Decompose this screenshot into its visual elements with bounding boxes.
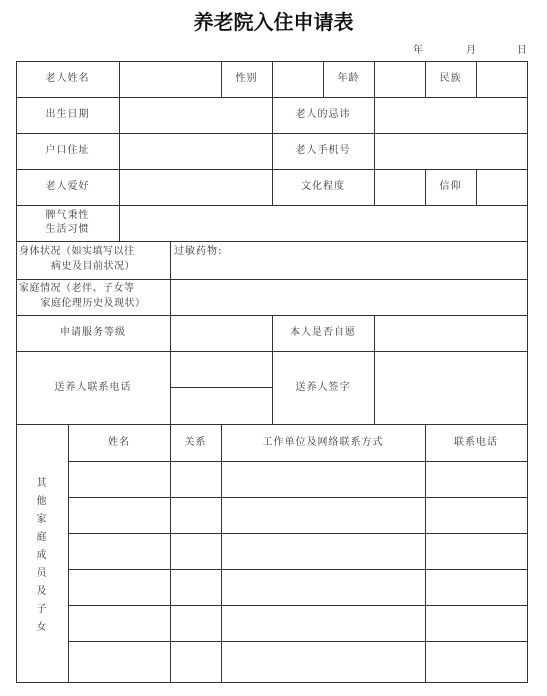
birth-date-label: 出生日期 bbox=[45, 109, 90, 120]
age-field[interactable] bbox=[375, 62, 425, 97]
form-title: 养老院入住申请表 bbox=[193, 10, 354, 34]
family-situation-label-line1: 家庭情况（老伴、子女等 bbox=[19, 283, 135, 294]
religion-field[interactable] bbox=[477, 170, 527, 205]
elder-name-label: 老人姓名 bbox=[45, 73, 90, 84]
family-workplace-header: 工作单位及网络联系方式 bbox=[262, 437, 384, 448]
escort-phone-field-2[interactable] bbox=[171, 388, 272, 424]
family-workplace-cell[interactable] bbox=[222, 570, 425, 605]
family-phone-cell[interactable] bbox=[426, 570, 527, 605]
family-phone-cell[interactable] bbox=[426, 534, 527, 569]
family-workplace-cell[interactable] bbox=[222, 462, 425, 497]
side-label-char: 子 bbox=[36, 604, 48, 615]
ethnicity-field[interactable] bbox=[477, 62, 527, 97]
education-field[interactable] bbox=[375, 170, 425, 205]
table-border-right bbox=[527, 61, 528, 683]
taboos-field[interactable] bbox=[375, 98, 527, 133]
education-label: 文化程度 bbox=[301, 181, 345, 192]
family-relation-cell[interactable] bbox=[171, 606, 221, 641]
escort-phone-field[interactable] bbox=[171, 352, 272, 387]
family-phone-cell[interactable] bbox=[426, 606, 527, 641]
family-name-cell[interactable] bbox=[69, 570, 170, 605]
allergy-field[interactable] bbox=[171, 258, 527, 279]
age-label: 年龄 bbox=[337, 73, 360, 84]
family-name-header: 姓名 bbox=[108, 437, 130, 448]
family-name-cell[interactable] bbox=[69, 498, 170, 533]
side-label-char: 其 bbox=[36, 478, 48, 489]
family-name-cell[interactable] bbox=[69, 642, 170, 682]
side-label-char: 女 bbox=[36, 622, 48, 633]
hobbies-label: 老人爱好 bbox=[45, 181, 90, 192]
escort-signature-field[interactable] bbox=[375, 352, 527, 424]
family-situation-label-line2: 家庭伦理历史及现状） bbox=[40, 298, 146, 309]
side-label-char: 庭 bbox=[36, 532, 48, 543]
side-label-char: 他 bbox=[36, 496, 48, 507]
temperament-label-line2: 生活习惯 bbox=[45, 224, 90, 235]
temperament-field[interactable] bbox=[120, 206, 527, 241]
family-relation-header: 关系 bbox=[184, 437, 207, 448]
side-label-char: 成 bbox=[36, 550, 48, 561]
voluntary-field[interactable] bbox=[375, 316, 527, 351]
religion-label: 信仰 bbox=[439, 181, 462, 192]
family-relation-cell[interactable] bbox=[171, 534, 221, 569]
row-divider bbox=[16, 241, 528, 242]
family-relation-cell[interactable] bbox=[171, 498, 221, 533]
family-situation-field[interactable] bbox=[171, 280, 527, 315]
household-address-label: 户口住址 bbox=[45, 145, 90, 156]
side-label-char: 家 bbox=[36, 514, 48, 525]
birth-date-field[interactable] bbox=[120, 98, 272, 133]
elder-name-field[interactable] bbox=[120, 62, 221, 97]
service-level-field[interactable] bbox=[171, 316, 272, 351]
side-label-char: 及 bbox=[36, 586, 48, 597]
temperament-label-line1: 脾气秉性 bbox=[45, 210, 90, 221]
gender-label: 性别 bbox=[235, 73, 258, 84]
family-workplace-cell[interactable] bbox=[222, 642, 425, 682]
family-name-cell[interactable] bbox=[69, 606, 170, 641]
gender-field[interactable] bbox=[273, 62, 323, 97]
elder-phone-field[interactable] bbox=[375, 134, 527, 169]
row-divider bbox=[16, 424, 528, 425]
date-day-label: 日 bbox=[517, 45, 527, 56]
voluntary-label: 本人是否自愿 bbox=[290, 327, 356, 338]
family-phone-cell[interactable] bbox=[426, 642, 527, 682]
family-workplace-cell[interactable] bbox=[222, 606, 425, 641]
family-name-cell[interactable] bbox=[69, 534, 170, 569]
date-year-label: 年 bbox=[413, 45, 423, 56]
family-workplace-cell[interactable] bbox=[222, 498, 425, 533]
date-month-label: 月 bbox=[466, 45, 476, 56]
family-workplace-cell[interactable] bbox=[222, 534, 425, 569]
family-phone-cell[interactable] bbox=[426, 462, 527, 497]
family-phone-header: 联系电话 bbox=[454, 437, 498, 448]
taboos-label: 老人的忌讳 bbox=[295, 109, 351, 120]
side-label-char: 员 bbox=[36, 568, 48, 579]
family-name-cell[interactable] bbox=[69, 462, 170, 497]
family-phone-cell[interactable] bbox=[426, 498, 527, 533]
health-label-line1: 身体状况（如实填写以往 bbox=[19, 246, 135, 257]
health-label-line2: 病史及目前状况） bbox=[51, 261, 135, 272]
family-members-side-label bbox=[16, 475, 68, 637]
family-relation-cell[interactable] bbox=[171, 462, 221, 497]
household-address-field[interactable] bbox=[120, 134, 272, 169]
table-border-bottom bbox=[16, 682, 528, 683]
elder-phone-label: 老人手机号 bbox=[295, 145, 351, 156]
service-level-label: 申请服务等级 bbox=[60, 327, 126, 338]
escort-phone-label: 送养人联系电话 bbox=[54, 382, 132, 393]
allergy-label: 过敏药物: bbox=[174, 246, 223, 257]
ethnicity-label: 民族 bbox=[439, 73, 462, 84]
family-relation-cell[interactable] bbox=[171, 570, 221, 605]
hobbies-field[interactable] bbox=[120, 170, 272, 205]
family-relation-cell[interactable] bbox=[171, 642, 221, 682]
escort-signature-label: 送养人签字 bbox=[295, 382, 351, 393]
